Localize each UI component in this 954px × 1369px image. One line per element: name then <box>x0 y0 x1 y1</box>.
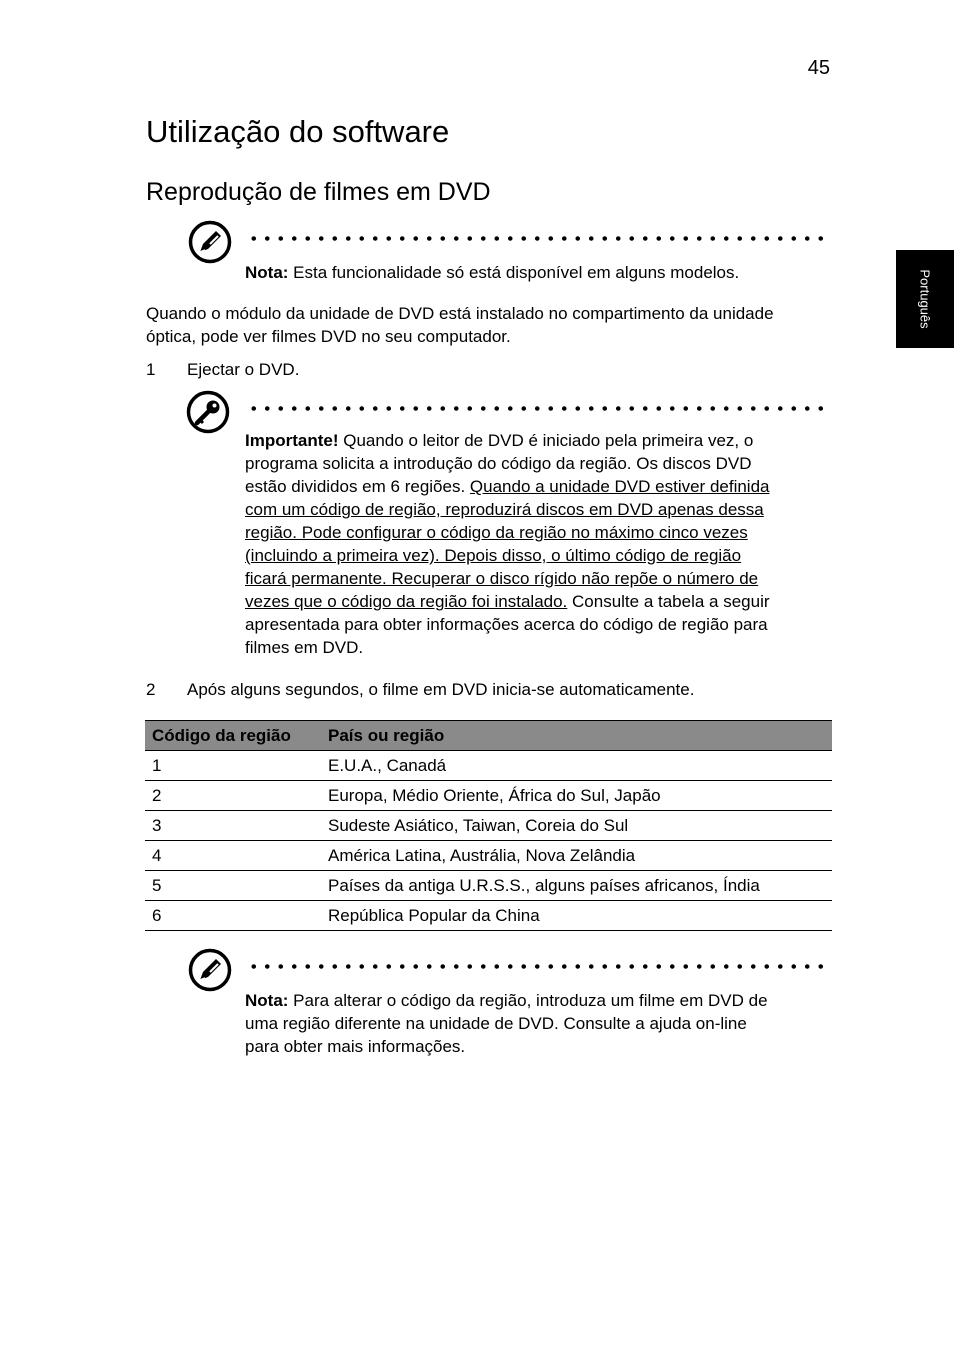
body-text: Quando o leitor de DVD é iniciado pela primeira vez, o <box>338 431 754 450</box>
important-line <box>245 452 770 475</box>
intro-line: óptica, pode ver filmes DVD no seu computador. <box>146 327 511 346</box>
important-line <box>245 567 770 590</box>
body-text: filmes em DVD. <box>245 638 364 657</box>
important-key-icon <box>186 390 230 434</box>
table-row <box>145 811 832 841</box>
important-label: Importante! <box>245 431 339 450</box>
table-row <box>145 841 832 871</box>
note-pen-icon <box>188 948 232 992</box>
note-divider <box>247 964 831 969</box>
page-number: 45 <box>807 57 830 79</box>
section-title: Reprodução de filmes em DVD <box>146 178 491 206</box>
region-code-cell: 1 <box>145 751 321 781</box>
body-text: programa solicita a introdução do código da região. Os discos DVD <box>245 454 752 473</box>
table-row <box>145 871 832 901</box>
language-side-tab <box>896 250 954 348</box>
note-body: Esta funcionalidade só está disponível em alguns modelos. <box>288 263 740 282</box>
region-name-cell: Países da antiga U.R.S.S., alguns países africanos, Índia <box>321 871 832 901</box>
column-header: Código da região <box>145 721 321 751</box>
table-header-row <box>145 721 832 751</box>
step-number: 2 <box>146 680 156 699</box>
body-text: estão divididos em 6 regiões. <box>245 477 470 496</box>
note-body: para obter mais informações. <box>245 1037 466 1056</box>
note-text <box>245 989 768 1058</box>
note-pen-icon <box>188 220 232 264</box>
important-text <box>245 429 770 659</box>
region-code-cell: 3 <box>145 811 321 841</box>
column-header: País ou região <box>321 721 832 751</box>
page-title: Utilização do software <box>146 114 450 149</box>
step-text: Ejectar o DVD. <box>187 360 300 379</box>
table-row <box>145 781 832 811</box>
step-text: Após alguns segundos, o filme em DVD inicia-se automaticamente. <box>187 680 695 699</box>
region-code-cell: 4 <box>145 841 321 871</box>
important-line <box>245 613 770 636</box>
region-name-cell: República Popular da China <box>321 901 832 931</box>
intro-paragraph <box>146 302 774 348</box>
underlined-text: região. Pode configurar o código da região no máximo cinco vezes <box>245 523 748 542</box>
note-divider <box>247 236 831 241</box>
region-code-cell: 2 <box>145 781 321 811</box>
important-line <box>245 590 770 613</box>
note-body: uma região diferente na unidade de DVD. Consulte a ajuda on-line <box>245 1014 747 1033</box>
underlined-text: (incluindo a primeira vez). Depois disso, o último código de região <box>245 546 742 565</box>
intro-line: Quando o módulo da unidade de DVD está instalado no compartimento da unidade <box>146 304 774 323</box>
step-number: 1 <box>146 360 156 379</box>
important-line <box>245 636 770 659</box>
region-code-table <box>145 720 832 931</box>
important-line <box>245 475 770 498</box>
note-text <box>245 261 739 284</box>
region-name-cell: E.U.A., Canadá <box>321 751 832 781</box>
important-line <box>245 521 770 544</box>
note-label: Nota: <box>245 991 289 1010</box>
region-code-cell: 6 <box>145 901 321 931</box>
region-name-cell: Europa, Médio Oriente, África do Sul, Japão <box>321 781 832 811</box>
table-row <box>145 901 832 931</box>
important-line <box>245 544 770 567</box>
body-text: apresentada para obter informações acerca do código de região para <box>245 615 768 634</box>
underlined-text: Quando a unidade DVD estiver definida <box>469 477 770 496</box>
body-text: Consulte a tabela a seguir <box>567 592 770 611</box>
important-line <box>245 498 770 521</box>
note-label: Nota: <box>245 263 289 282</box>
underlined-text: ficará permanente. Recuperar o disco rígido não repõe o número de <box>245 569 759 588</box>
language-label: Português <box>917 269 933 329</box>
underlined-text: vezes que o código da região foi instalado. <box>245 592 568 611</box>
important-divider <box>247 406 827 411</box>
region-name-cell: Sudeste Asiático, Taiwan, Coreia do Sul <box>321 811 832 841</box>
table-row <box>145 751 832 781</box>
note-body: Para alterar o código da região, introduza um filme em DVD de <box>288 991 768 1010</box>
region-name-cell: América Latina, Austrália, Nova Zelândia <box>321 841 832 871</box>
underlined-text: com um código de região, reproduzirá discos em DVD apenas dessa <box>245 500 764 519</box>
region-code-cell: 5 <box>145 871 321 901</box>
important-line <box>245 429 770 452</box>
